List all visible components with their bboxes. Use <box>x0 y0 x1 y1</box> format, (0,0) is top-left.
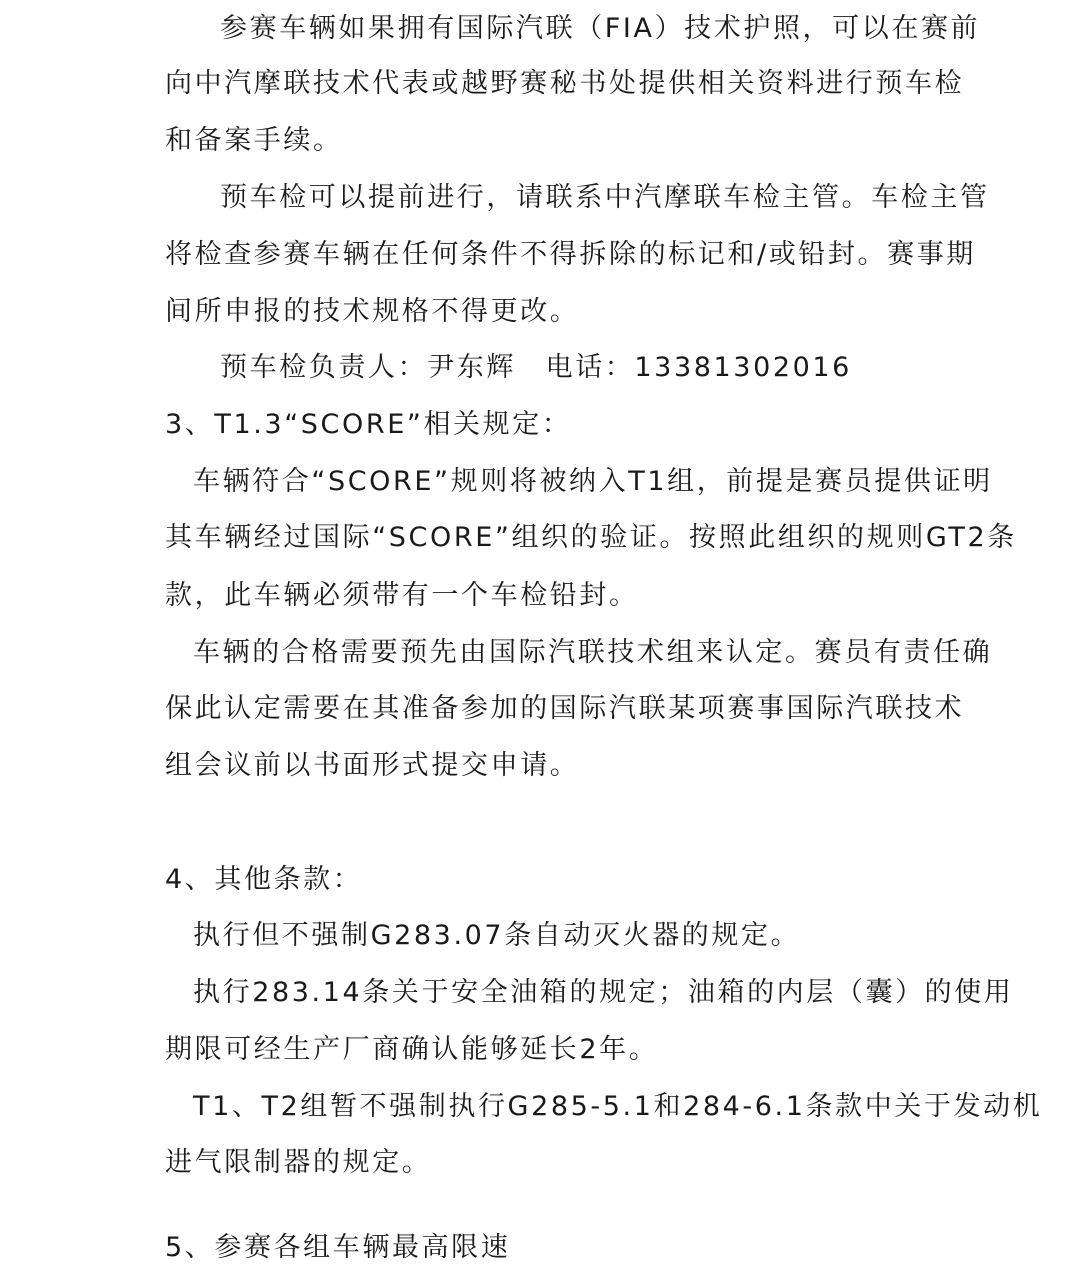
paragraph-precheck-line-3: 间所申报的技术规格不得更改。 <box>165 296 580 327</box>
contact-person-line: 预车检负责人：尹东辉 电话：13381302016 <box>220 352 852 383</box>
section-heading-4: 4、其他条款： <box>165 864 363 895</box>
section-heading-3: 3、T1.3“SCORE”相关规定： <box>165 409 572 440</box>
paragraph-extinguisher-line-1: 执行但不强制G283.07条自动灭火器的规定。 <box>193 920 801 951</box>
paragraph-qualification-line-3: 组会议前以书面形式提交申请。 <box>165 750 580 781</box>
paragraph-fia-line-3: 和备案手续。 <box>165 125 343 156</box>
paragraph-qualification-line-2: 保此认定需要在其准备参加的国际汽联某项赛事国际汽联技术 <box>165 693 965 724</box>
section-heading-5: 5、参赛各组车辆最高限速 <box>165 1232 511 1263</box>
paragraph-score-line-2: 其车辆经过国际“SCORE”组织的验证。按照此组织的规则GT2条 <box>165 522 1017 553</box>
paragraph-restrictor-line-1: T1、T2组暂不强制执行G285-5.1和284-6.1条款中关于发动机 <box>193 1091 1043 1122</box>
paragraph-precheck-line-2: 将检查参赛车辆在任何条件不得拆除的标记和/或铅封。赛事期 <box>165 239 976 270</box>
paragraph-qualification-line-1: 车辆的合格需要预先由国际汽联技术组来认定。赛员有责任确 <box>193 637 993 668</box>
paragraph-precheck-line-1: 预车检可以提前进行，请联系中汽摩联车检主管。车检主管 <box>220 182 990 213</box>
paragraph-fuel-tank-line-1: 执行283.14条关于安全油箱的规定；油箱的内层（囊）的使用 <box>193 977 1014 1008</box>
paragraph-score-line-3: 款，此车辆必须带有一个车检铅封。 <box>165 580 639 611</box>
paragraph-score-line-1: 车辆符合“SCORE”规则将被纳入T1组，前提是赛员提供证明 <box>193 466 993 497</box>
paragraph-fuel-tank-line-2: 期限可经生产厂商确认能够延长2年。 <box>165 1034 659 1065</box>
paragraph-fia-line-1: 参赛车辆如果拥有国际汽联（FIA）技术护照，可以在赛前 <box>220 13 981 44</box>
paragraph-restrictor-line-2: 进气限制器的规定。 <box>165 1147 432 1178</box>
paragraph-fia-line-2: 向中汽摩联技术代表或越野赛秘书处提供相关资料进行预车检 <box>165 68 965 99</box>
